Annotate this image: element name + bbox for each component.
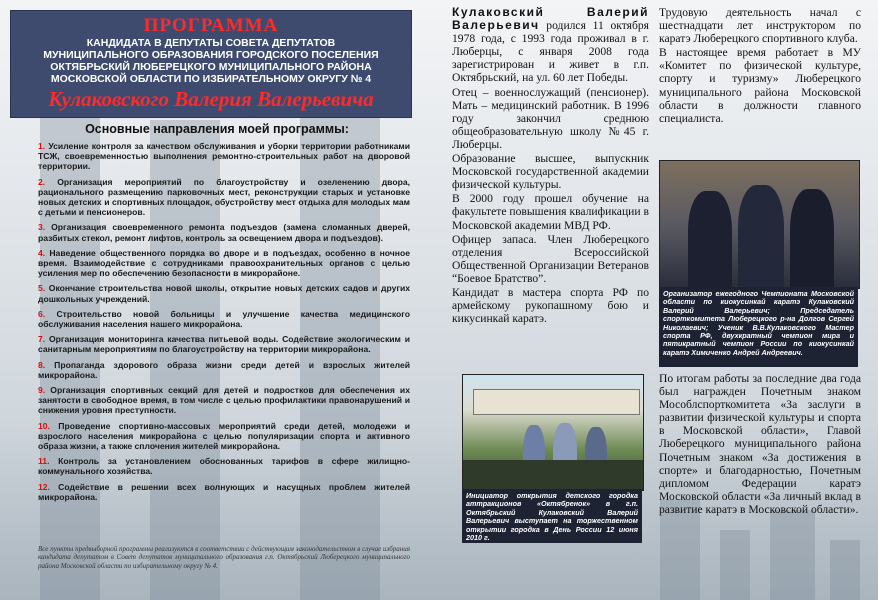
program-title: ПРОГРАММА — [143, 15, 279, 36]
program-header — [10, 10, 412, 118]
list-item — [38, 421, 410, 452]
photo-person — [738, 185, 784, 288]
item-text: Усиление контроля за качеством обслуживания и уборки территории работниками ТСЖ, своевременностью выполнения ремонтно-строительных работ на дворовой территории. — [38, 141, 411, 172]
bio-paragraph — [452, 6, 649, 85]
item-number: 12. — [38, 481, 50, 492]
program-items — [38, 141, 410, 507]
item-number: 1. — [38, 141, 46, 151]
item-text: Наведение общественного порядка во дворе и в подъездах, особенно в ночное время. Взаимодействие с сотрудниками правоохранительных органов с целью усиления мер по обеспечению безопасности в микрорайоне. — [38, 247, 410, 279]
item-number: 4. — [38, 247, 46, 258]
background-building — [720, 530, 750, 600]
item-text: Организация мониторинга качества питьевой воды. Содействие экологическим и санитарным мероприятиям по благоустройству на территории микрорайона. — [38, 334, 410, 355]
bio-paragraph: Образование высшее, выпускник Московской государственной академии физической культуры. — [452, 152, 649, 192]
bio-text: родился 11 октября 1978 года, с 1993 года проживал в г. Люберцы, с января 2008 года зарегистрирован и живет в г.п. Октябрьский, на ул. 60 лет Победы. — [452, 19, 649, 85]
candidate-name: Кулаковского Валерия Валерьевича — [48, 87, 374, 111]
photo-caption: Организатор ежегодного Чемпионата Московской области по киокусинкай каратэ Кулаковский Валерий Валерьевич; Председатель спорткомитета Люберецкого р-на Долгов Сергей Николаевич; Ученик В.В.Кулаковского Мастер спорта РФ, двухкратный чемпион мира и пятикратный чемпион России по киокусинкай каратэ Химиченко Андрей Андреевич. — [659, 287, 858, 367]
bio-paragraph: Трудовую деятельность начал с шестнадцати лет инструктором по каратэ Люберецкого спортивного клуба. — [659, 6, 861, 46]
list-item — [38, 309, 410, 329]
photo-person — [688, 191, 732, 288]
photo-championship — [659, 160, 860, 289]
bio-paragraph: В настоящее время работает в МУ «Комитет по физической культуре, спорту и туризму» Люберецкого муниципального района Московской области в должности главного специалиста. — [659, 46, 861, 125]
item-text: Проведение спортивно-массовых мероприятий среди детей, молодежи и взрослого населения микрорайона с целью популяризации спорта и активного образа жизни, а также сплочения жителей микрорайона. — [38, 420, 410, 452]
photo-caption: Инициатор открытия детского городка аттракционов «Октябренок» в г.п. Октябрьский Кулаковский Валерий Валерьевич выступает на торжественном открытии городка в День России 12 июня 2010 г. — [462, 489, 642, 543]
list-item — [38, 177, 410, 218]
header-line: МУНИЦИПАЛЬНОГО ОБРАЗОВАНИЯ ГОРОДСКОГО ПОСЕЛЕНИЯ — [43, 49, 379, 61]
background-building — [830, 540, 860, 600]
photo-banner — [473, 389, 640, 415]
item-number: 11. — [38, 456, 50, 467]
item-number: 6. — [38, 308, 46, 319]
item-number: 10. — [38, 420, 50, 431]
directions-title: Основные направления моей программы: — [85, 122, 349, 136]
list-item — [38, 283, 410, 303]
item-text: Организация спортивных секций для детей и подростков для обеспечения их занятости в свободное время, в том числе с целью профилактики правонарушений и снижения уровня преступности. — [38, 385, 410, 416]
item-text: Содействие в решении всех волнующих и насущных проблем жителей микрорайона. — [38, 481, 410, 502]
header-line: МОСКОВСКОЙ ОБЛАСТИ ПО ИЗБИРАТЕЛЬНОМУ ОКРУГУ № 4 — [50, 73, 372, 85]
item-number: 8. — [38, 359, 46, 370]
item-text: Контроль за установлением обоснованных тарифов в сфере жилищно-коммунального хозяйства. — [38, 456, 411, 477]
footnote: Все пункты предвыборной программы реализуются в соответствии с действующим законодательством в случае избрания кандидата депутатом в Совет депутатов муниципального образования г.п. Октябрьский Люберецкого муниципального района Московской области по избирательному округу № 4. — [38, 545, 410, 570]
bio-paragraph: По итогам работы за последние два года был награжден Почетным знаком Мособлспорткомитета «За заслуги в развитии физической культуры и спорта в Московской области», Главой Люберецкого муниципального района Почетным знаком «За достижения в спорте» и благодарностью, Почетным дипломом Федерации каратэ Московской области «За личный вклад в развитие каратэ в Московской области». — [659, 372, 861, 516]
list-item — [38, 456, 410, 476]
bio-paragraph: Офицер запаса. Член Люберецкого отделения Всероссийской Общественной Организации Ветеранов “Боевое Братство”. — [452, 232, 649, 285]
bio-column-2 — [659, 6, 861, 126]
item-text: Окончание строительства новой школы, открытие новых детских садов и других дошкольных учреждений. — [38, 283, 411, 304]
item-number: 9. — [38, 385, 46, 396]
photo-opening-ceremony — [462, 374, 644, 491]
item-text: Организация мероприятий по благоустройству и озеленению двора, рационального размещению парковочных мест, реконструкции старых и установке новых детских и спортивных площадок, обустройству мест отдыха для молодых мам с детьми и пенсионеров. — [38, 176, 410, 218]
bio-column-3 — [659, 372, 861, 517]
list-item — [38, 222, 410, 242]
bio-paragraph: Кандидат в мастера спорта РФ по армейскому рукопашному бою и кикусинкай каратэ. — [452, 285, 649, 326]
background-building — [770, 510, 815, 600]
item-number: 3. — [38, 222, 46, 233]
list-item — [38, 482, 410, 502]
bio-paragraph: В 2000 году прошел обучение на факультете повышения квалификации в Московской академии МВД РФ. — [452, 192, 649, 232]
bio-column-1 — [452, 6, 649, 326]
photo-person — [790, 189, 834, 288]
list-item — [38, 141, 410, 172]
header-line: ОКТЯБРЬСКИЙ ЛЮБЕРЕЦКОГО МУНИЦИПАЛЬНОГО РАЙОНА — [50, 61, 372, 73]
item-number: 2. — [38, 176, 46, 187]
bio-paragraph: Отец – военнослужащий (пенсионер). Мать – медицинский работник. В 1996 году закончил среднюю общеобразовательную школу №45 г. Люберцы. — [452, 85, 649, 151]
item-text: Пропаганда здорового образа жизни среди детей и взрослых жителей микрорайона. — [38, 359, 411, 380]
list-item — [38, 385, 410, 416]
list-item — [38, 248, 410, 279]
item-text: Строительство новой больницы и улучшение качества медицинского обслуживания населения нашего микрорайона. — [38, 308, 411, 330]
bio-name: Кулаковский Валерий Валерьевич — [452, 5, 649, 33]
list-item — [38, 334, 410, 354]
header-line: КАНДИДАТА В ДЕПУТАТЫ СОВЕТА ДЕПУТАТОВ — [86, 37, 336, 49]
list-item — [38, 360, 410, 380]
photo-crowd — [463, 460, 643, 490]
item-number: 5. — [38, 283, 46, 294]
item-number: 7. — [38, 334, 46, 345]
item-text: Организация своевременного ремонта подъездов (замена сломанных дверей, разбитых стекол, ремонт лифтов, контроль за освещением двора и подъездов). — [38, 222, 410, 243]
